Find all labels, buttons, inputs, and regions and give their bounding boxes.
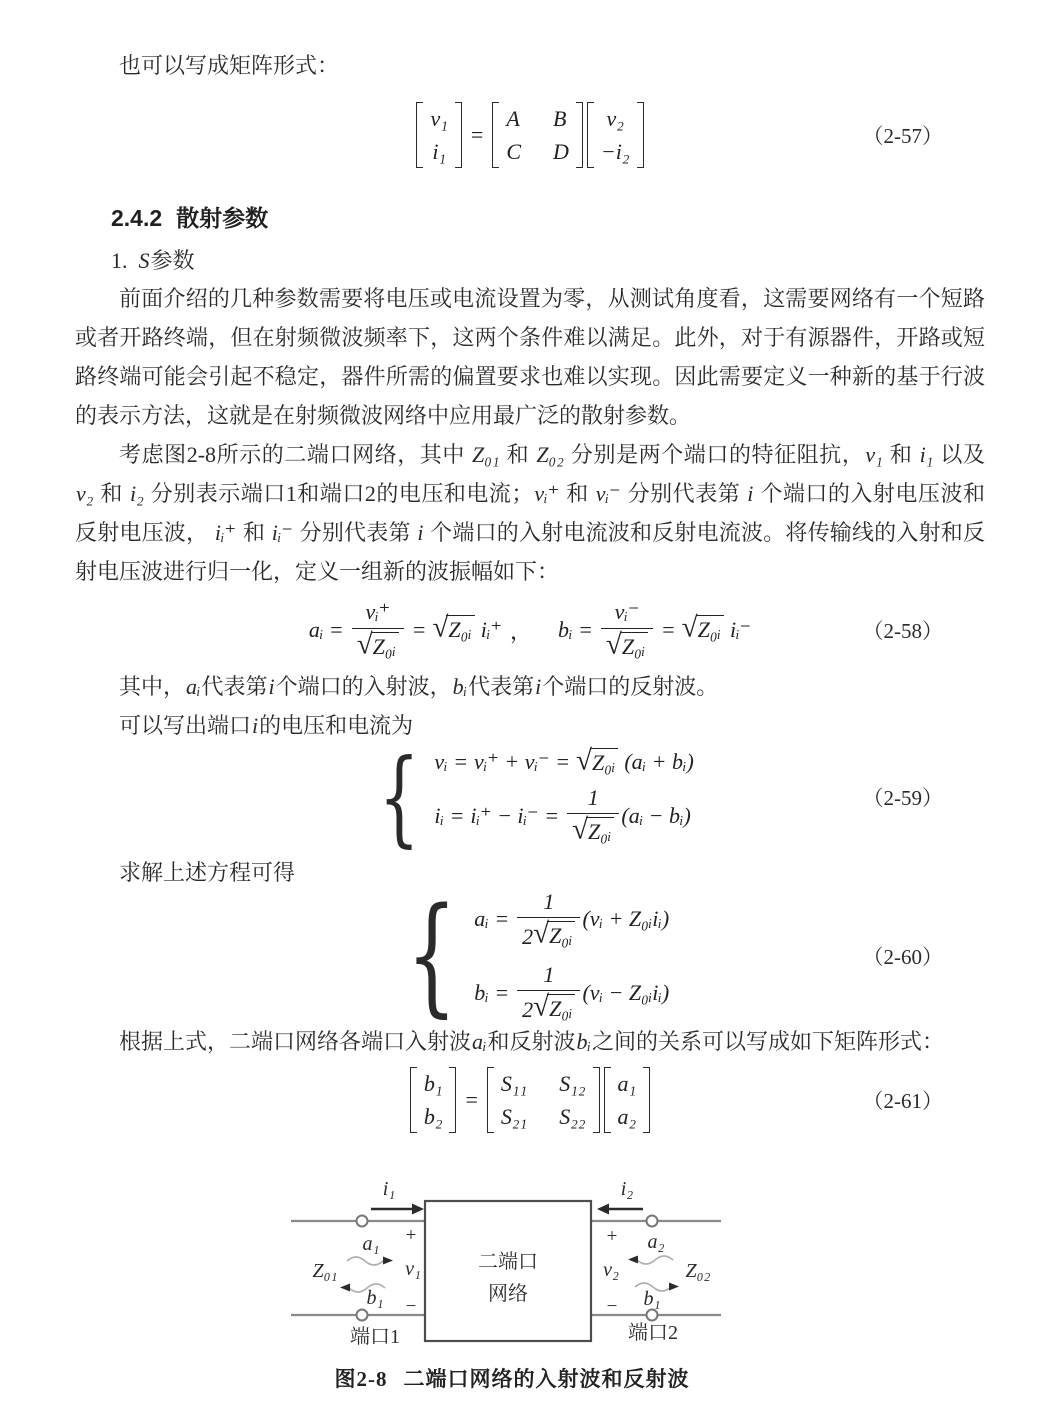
b1-wave-arrowhead-icon — [340, 1284, 350, 1292]
eq59-row-2: iᵢ = iᵢ⁺ − iᵢ⁻ = 1 √ Z₀ᵢ (aᵢ − bᵢ) — [434, 784, 691, 846]
paragraph-1: 前面介绍的几种参数需要将电压或电流设置为零，从测试角度看，这需要网络有一个短路或者开路终端，但在射频微波频率下，这两个条件难以满足。此外，对于有源器件，开路或短路终端可能会引起不稳定，器件所需的偏置要求也难以实现。因此需要定义一种新的基于行波的表示方法，这就是在射频微波网络中应用最广泛的散射参数。 — [75, 286, 985, 428]
i2-arrowhead-icon — [597, 1204, 609, 1215]
sqrt: √ Z₀ᵢ — [682, 615, 724, 644]
eq59-row-1: vᵢ = vᵢ⁺ + vᵢ⁻ = √ Z₀ᵢ (aᵢ + bᵢ) — [434, 744, 694, 777]
equation-2-61 — [75, 1061, 985, 1139]
eq59-system: { vᵢ = vᵢ⁺ + vᵢ⁻ = √ Z₀ᵢ (aᵢ + bᵢ) iᵢ = iᵢ⁺ − iᵢ⁻ = 1 √ Z₀ᵢ (aᵢ − bᵢ) — [378, 735, 694, 858]
equation-2-58 — [75, 593, 985, 667]
two-port-network-diagram — [291, 1169, 721, 1354]
eq60-system: { aᵢ = 1 2 √ Z₀ᵢ (vᵢ + Z₀ᵢiᵢ) bᵢ = 1 2 √ Z₀ᵢ (vᵢ − Z₀ᵢiᵢ) — [406, 881, 670, 1030]
network-box-label-2: 网络 — [488, 1283, 528, 1305]
sqrt: √ Z₀ᵢ — [533, 921, 575, 950]
eq57-lhs-vector — [416, 102, 461, 168]
comma: ， — [509, 618, 532, 644]
eq60-fraction-2: 1 2 √ Z₀ᵢ — [517, 962, 580, 1023]
equals-sign: = — [470, 122, 484, 147]
a2-wave-arrowhead-icon — [628, 1256, 638, 1264]
sqrt: √ Z₀ᵢ — [572, 817, 614, 846]
paragraph-2: 考虑图2-8所示的二端口网络，其中 Z₀₁ 和 Z₀₂ 分别是两个端口的特征阻抗，v₁ 和 i₁ 以及 v₂ 和 i₂ 分别表示端口1和端口2的电压和电流；vᵢ⁺ 和 vᵢ⁻ 分别代表第 i 个端口的入射电压波和反射电压波， iᵢ⁺ 和 iᵢ⁻ 分别代表第 i 个端口的入射电流波和反射电流波。将传输线的入射和反射电压波进行归一化，定义一组新的波振幅如下： — [75, 442, 985, 584]
a2-label: a₂ — [647, 1231, 665, 1253]
port1-bottom-terminal — [357, 1310, 368, 1321]
a1-wave — [347, 1257, 383, 1265]
i2-label: i₂ — [620, 1178, 634, 1200]
figure-2-8 — [51, 1169, 961, 1354]
sqrt: √ Z₀ᵢ — [606, 632, 648, 661]
figure-caption: 图2-8 二端口网络的入射波和反射波 — [334, 1367, 690, 1391]
eq57-math — [414, 102, 645, 168]
z01-label: Z₀₁ — [312, 1260, 338, 1282]
eq58-b-fraction: vᵢ⁻ √ Z₀ᵢ — [601, 599, 653, 660]
eq58-math: aᵢ = vᵢ⁺ √ Z₀ᵢ = √ Z₀ᵢ iᵢ⁺ ， bᵢ = vᵢ⁻ √ Z₀ᵢ = √ Z₀ᵢ iᵢ⁻ — [308, 599, 752, 660]
equation-2-60 — [75, 881, 985, 1030]
sqrt: √ Z₀ᵢ — [357, 632, 399, 661]
v2-label: v₂ — [603, 1259, 619, 1281]
port1-minus-sign: − — [405, 1296, 417, 1317]
eq59-fraction: 1 √ Z₀ᵢ — [567, 785, 619, 846]
eq61-s-matrix: S₁₁ S₁₂ S₂₁ S₂₂ — [487, 1067, 600, 1133]
equation-label: （2-59） — [862, 786, 943, 810]
section-heading — [111, 203, 985, 233]
equation-label: （2-60） — [862, 945, 943, 969]
eq60-row-2: bᵢ = 1 2 √ Z₀ᵢ (vᵢ − Z₀ᵢiᵢ) — [474, 962, 670, 1023]
b1-left-label: b₁ — [366, 1287, 384, 1309]
line-where: 其中，aᵢ代表第i个端口的入射波，bᵢ代表第i个端口的反射波。 — [119, 674, 719, 699]
port2-plus-sign: + — [606, 1226, 618, 1247]
equation-2-57 — [75, 93, 985, 177]
a1-wave-arrowhead-icon — [383, 1257, 393, 1265]
equation-label: （2-58） — [862, 619, 943, 643]
i1-label: i₁ — [382, 1178, 396, 1200]
network-box-label-1: 二端口 — [478, 1251, 538, 1273]
radical-sign: √ — [356, 627, 373, 660]
eq61-lhs-vector: b₁ b₂ — [410, 1067, 457, 1133]
subsection-heading: 1. S参数 — [111, 248, 195, 273]
equals-sign: = — [330, 617, 343, 642]
eq60-row-1: aᵢ = 1 2 √ Z₀ᵢ (vᵢ + Z₀ᵢiᵢ) — [474, 888, 670, 950]
port2-label: 端口2 — [628, 1322, 678, 1344]
section-number: 2.4.2 — [111, 205, 163, 231]
port2-minus-sign: − — [606, 1296, 618, 1317]
eq61-rhs-vector: a₁ a₂ — [604, 1067, 651, 1133]
eq57-lhs-i1: i₁ — [432, 139, 447, 164]
v1-label: v₁ — [405, 1258, 421, 1280]
port1-plus-sign: + — [405, 1225, 417, 1246]
equation-2-59 — [75, 735, 985, 858]
eq57-rhs-vector: v₂ −i₂ — [587, 102, 644, 168]
port2-bottom-terminal — [647, 1310, 658, 1321]
eq61-math: b₁ b₂ = S₁₁ S₁₂ S₂₁ S₂₂ a₁ a₂ — [408, 1067, 652, 1133]
port1-top-terminal — [357, 1216, 368, 1227]
b1-right-label: b₁ — [643, 1288, 661, 1310]
eq60-fraction-1: 1 2 √ Z₀ᵢ — [517, 889, 580, 950]
section-title: 散射参数 — [176, 205, 269, 231]
eq58-a-fraction: vᵢ⁺ √ Z₀ᵢ — [352, 599, 404, 660]
z02-label: Z₀₂ — [685, 1260, 711, 1282]
eq57-abcd-matrix: A B C D — [492, 102, 583, 168]
sqrt: √ Z₀ᵢ — [533, 994, 575, 1023]
line-solve: 求解上述方程可得 — [119, 860, 296, 885]
equation-label: （2-61） — [862, 1089, 943, 1113]
b2-wave-arrowhead-icon — [669, 1283, 679, 1291]
line-voltage-current: 可以写出端口i的电压和电流为 — [119, 713, 414, 738]
sqrt: √ Z₀ᵢ — [432, 615, 474, 644]
a2-wave — [637, 1256, 673, 1264]
eq57-lhs-v1: v₁ — [430, 105, 448, 131]
sqrt: √ Z₀ᵢ — [576, 748, 618, 777]
a1-label: a₁ — [362, 1233, 380, 1255]
port1-label: 端口1 — [350, 1326, 400, 1348]
intro-line: 也可以写成矩阵形式： — [119, 53, 340, 78]
i1-arrowhead-icon — [412, 1204, 424, 1215]
equation-label: （2-57） — [862, 124, 943, 148]
port2-top-terminal — [647, 1216, 658, 1227]
line-matrix-form: 根据上式，二端口网络各端口入射波aᵢ和反射波bᵢ之间的关系可以写成如下矩阵形式： — [119, 1029, 945, 1054]
